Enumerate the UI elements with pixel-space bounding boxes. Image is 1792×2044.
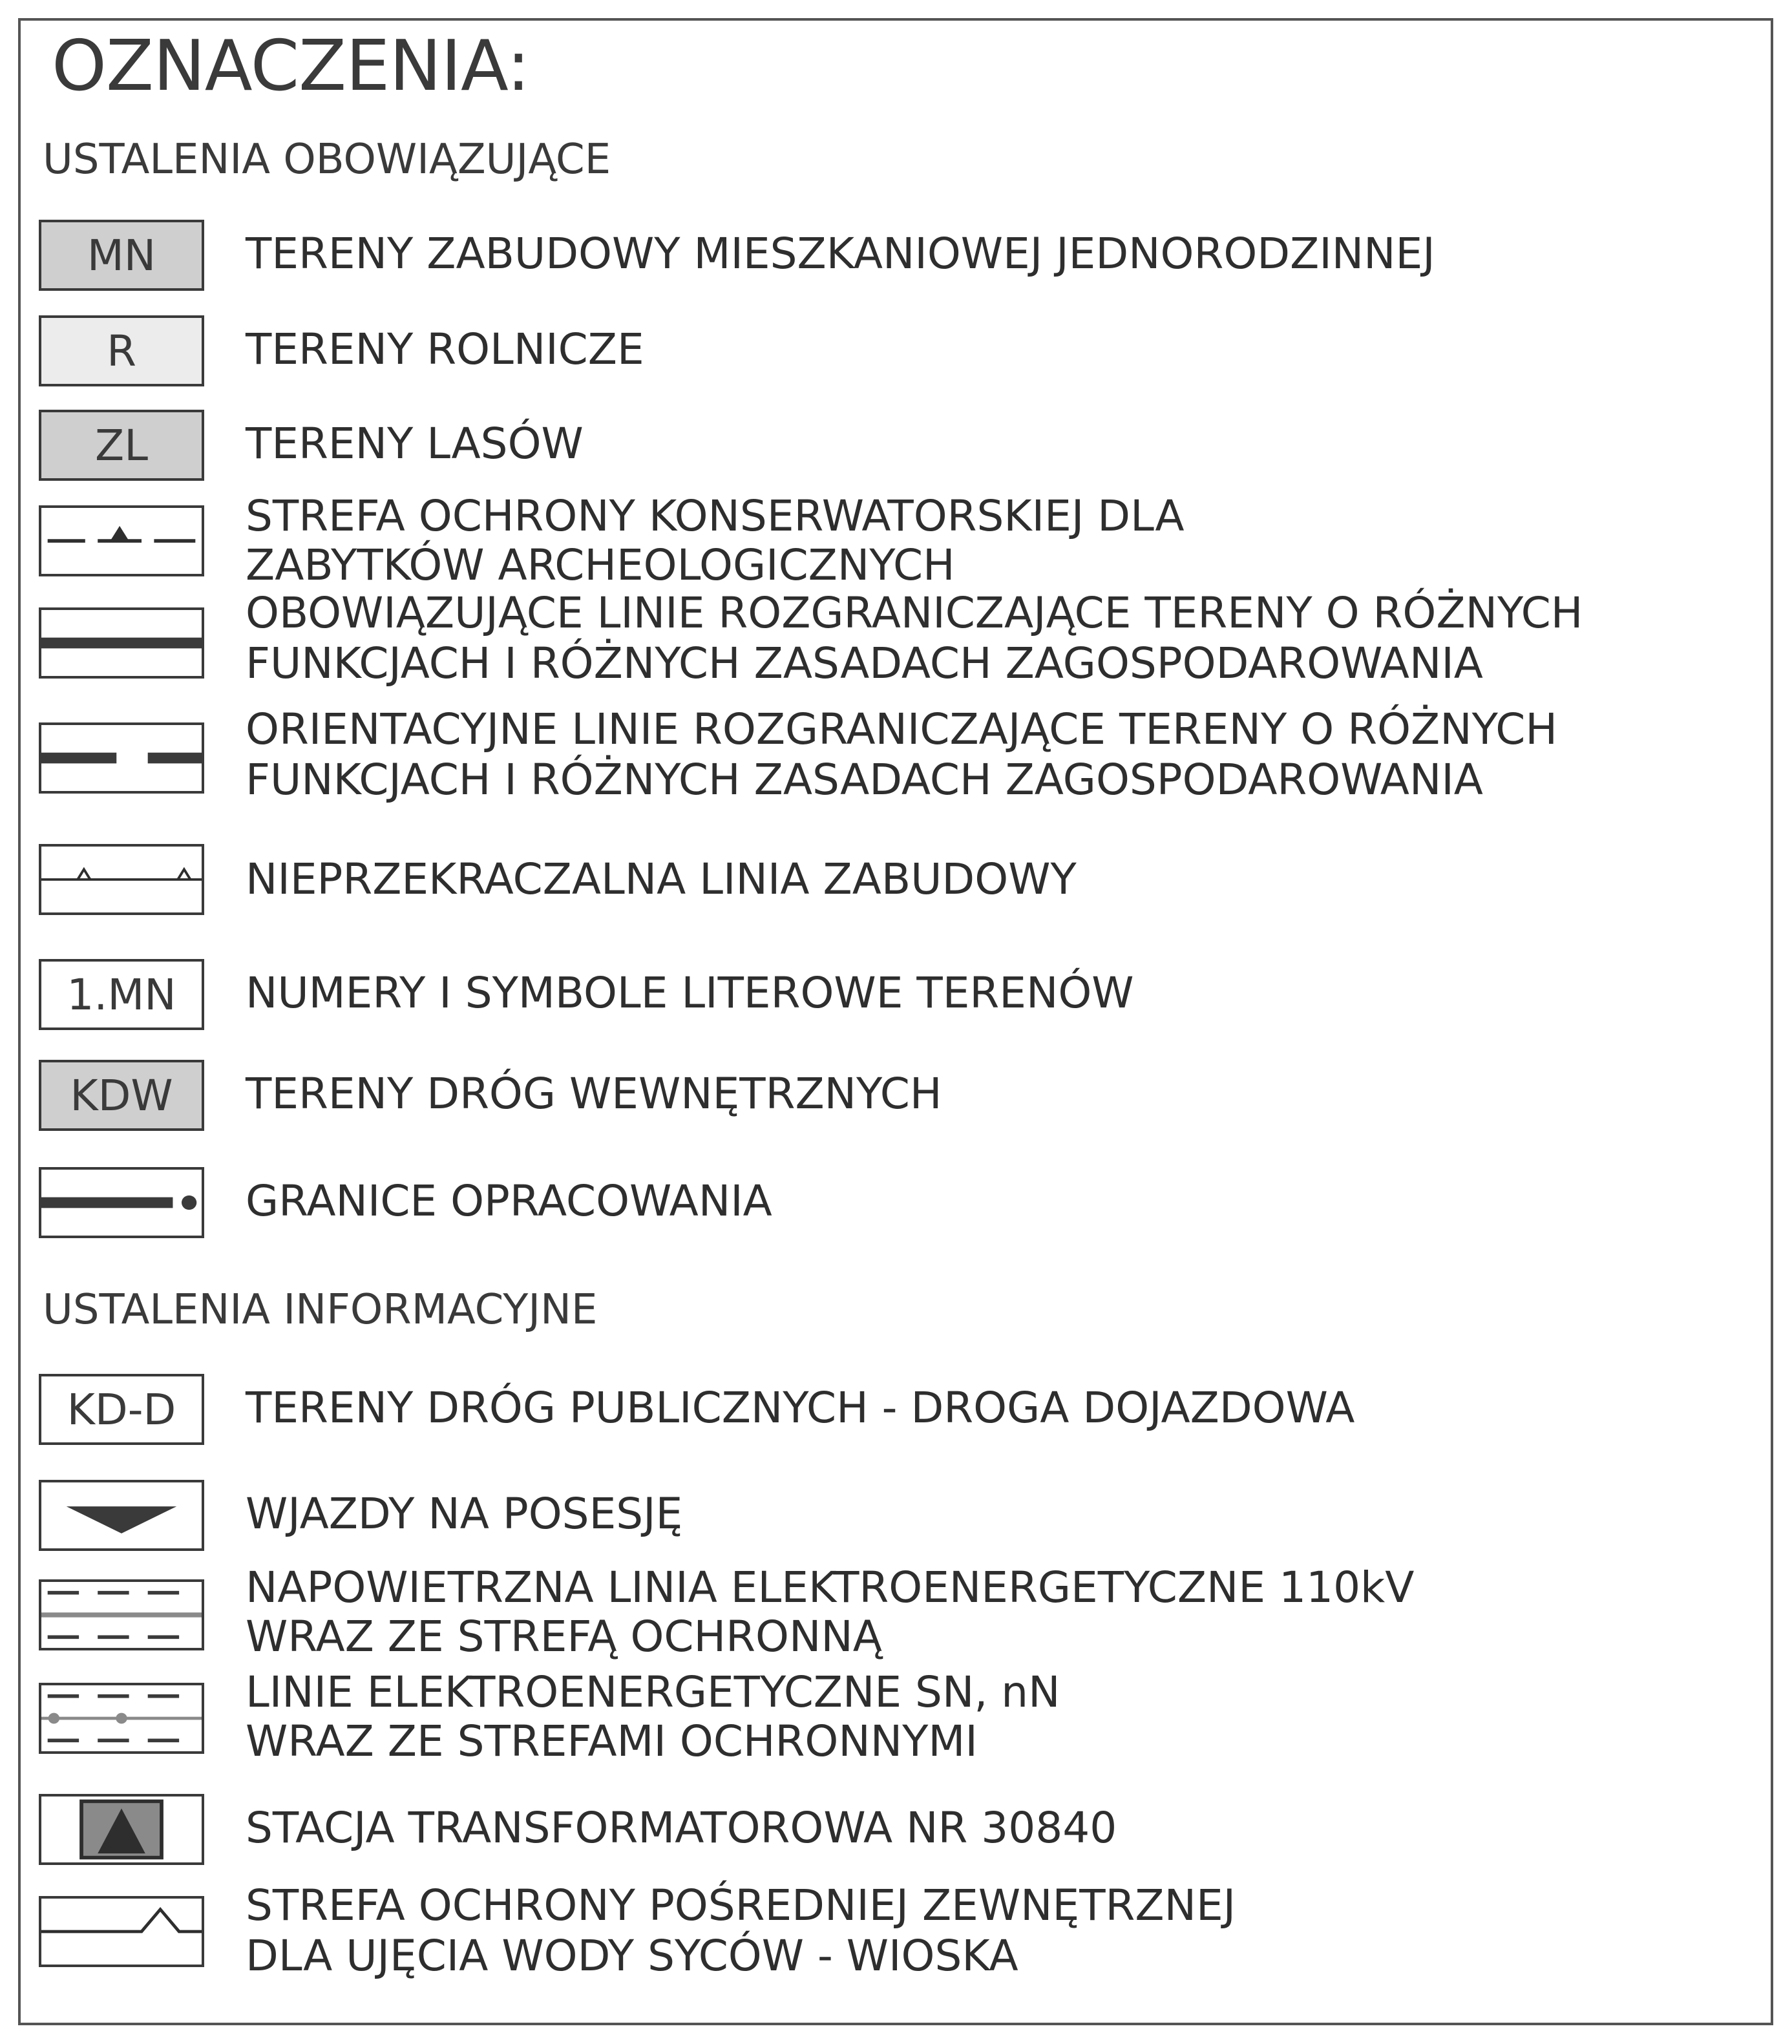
archeo-zone-label-2: ZABYTKÓW ARCHEOLOGICZNYCH xyxy=(246,540,955,590)
fixed-boundary-symbol xyxy=(39,607,204,679)
power-sn-label-2: WRAZ ZE STREFAMI OCHRONNYMI xyxy=(246,1716,978,1766)
power-110kv-label-2: WRAZ ZE STREFĄ OCHRONNĄ xyxy=(246,1612,882,1661)
power-110kv-label-1: NAPOWIETRZNA LINIA ELEKTROENERGETYCZNE 110kV xyxy=(246,1563,1415,1612)
fixed-boundary-label-1: OBOWIĄZUJĄCE LINIE ROZGRANICZAJĄCE TERENY O RÓŻNYCH xyxy=(246,588,1583,638)
r-label: TERENY ROLNICZE xyxy=(246,324,644,374)
orient-boundary-label-1: ORIENTACYJNE LINIE ROZGRANICZAJĄCE TERENY O RÓŻNYCH xyxy=(246,704,1558,754)
power-sn-symbol xyxy=(39,1683,204,1754)
kdd-label: TERENY DRÓG PUBLICZNYCH - DROGA DOJAZDOWA xyxy=(246,1383,1355,1433)
water-zone-label-2: DLA UJĘCIA WODY SYCÓW - WIOSKA xyxy=(246,1931,1018,1981)
fixed-boundary-label-2: FUNKCJACH I RÓŻNYCH ZASADACH ZAGOSPODAROWANIA xyxy=(246,638,1483,688)
study-border-symbol xyxy=(39,1167,204,1238)
r-symbol: R xyxy=(39,315,204,386)
mn-label: TERENY ZABUDOWY MIESZKANIOWEJ JEDNORODZINNEJ xyxy=(246,229,1435,279)
entries-symbol xyxy=(39,1480,204,1551)
legend-title: OZNACZENIA: xyxy=(52,26,530,107)
section-binding-heading: USTALENIA OBOWIĄZUJĄCE xyxy=(43,136,611,184)
numbers-symbol: 1.MN xyxy=(39,959,204,1030)
zl-label: TERENY LASÓW xyxy=(246,419,584,469)
power-sn-label-1: LINIE ELEKTROENERGETYCZNE SN, nN xyxy=(246,1667,1060,1717)
kdw-symbol: KDW xyxy=(39,1060,204,1131)
kdw-label: TERENY DRÓG WEWNĘTRZNYCH xyxy=(246,1069,942,1119)
entries-label: WJAZDY NA POSESJĘ xyxy=(246,1489,683,1539)
section-informative-heading: USTALENIA INFORMACYJNE xyxy=(43,1286,598,1334)
orient-boundary-symbol xyxy=(39,722,204,794)
archeo-zone-label-1: STREFA OCHRONY KONSERWATORSKIEJ DLA xyxy=(246,491,1185,541)
zl-symbol: ZL xyxy=(39,410,204,481)
building-line-symbol xyxy=(39,844,204,915)
archeo-zone-symbol xyxy=(39,505,204,576)
kdd-symbol: KD-D xyxy=(39,1374,204,1445)
transformer-symbol xyxy=(39,1794,204,1865)
orient-boundary-label-2: FUNKCJACH I RÓŻNYCH ZASADACH ZAGOSPODAROWANIA xyxy=(246,755,1483,805)
transformer-label: STACJA TRANSFORMATOROWA NR 30840 xyxy=(246,1803,1117,1853)
power-110kv-symbol xyxy=(39,1579,204,1650)
water-zone-label-1: STREFA OCHRONY POŚREDNIEJ ZEWNĘTRZNEJ xyxy=(246,1881,1236,1930)
numbers-label: NUMERY I SYMBOLE LITEROWE TERENÓW xyxy=(246,968,1134,1018)
building-line-label: NIEPRZEKRACZALNA LINIA ZABUDOWY xyxy=(246,854,1077,904)
study-border-label: GRANICE OPRACOWANIA xyxy=(246,1176,772,1226)
water-zone-symbol xyxy=(39,1896,204,1967)
mn-symbol: MN xyxy=(39,220,204,291)
